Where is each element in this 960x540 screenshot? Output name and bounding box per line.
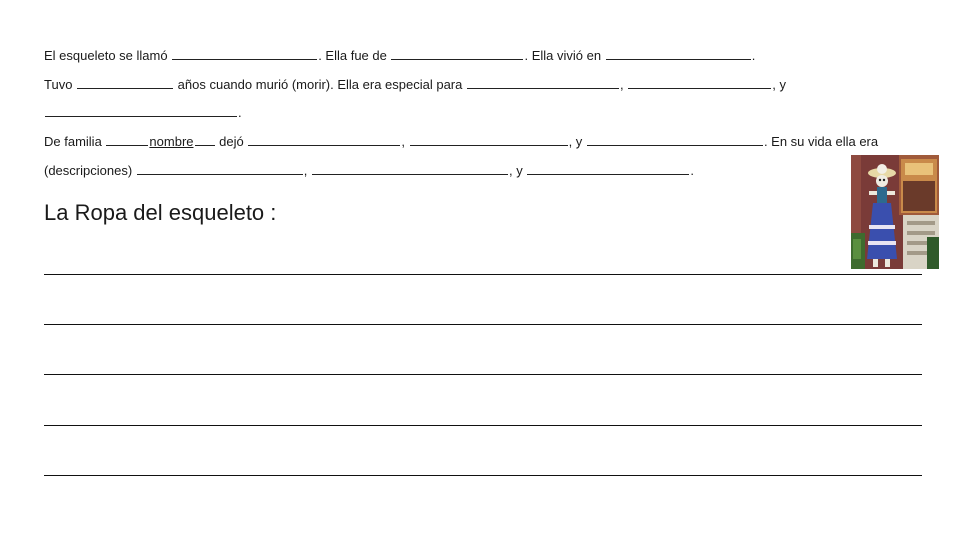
text-segment: dejó	[219, 134, 244, 149]
skeleton-catrina-photo	[851, 155, 939, 269]
answer-line-4[interactable]	[44, 425, 922, 426]
blank-residence[interactable]	[606, 47, 751, 60]
text-segment: ,	[303, 163, 308, 178]
sentence-continuation	[44, 104, 242, 121]
blank-left-1[interactable]	[248, 133, 400, 146]
text-segment: , y	[509, 163, 523, 178]
answer-line-5[interactable]	[44, 475, 922, 476]
text-segment: .	[238, 105, 242, 120]
blank-left-2[interactable]	[410, 133, 568, 146]
blank-age[interactable]	[77, 76, 173, 89]
sentence-descriptions	[44, 162, 694, 179]
text-segment: años cuando murió (morir). Ella era especial para	[177, 77, 463, 92]
sentence-family	[44, 133, 878, 150]
blank-left-3[interactable]	[587, 133, 763, 146]
blank-special-3[interactable]	[45, 104, 237, 117]
text-segment: . En su vida ella era	[763, 134, 879, 149]
text-segment: ,	[401, 134, 405, 149]
blank-description-1[interactable]	[137, 162, 303, 175]
blank-description-2[interactable]	[312, 162, 508, 175]
skeleton-photo-graphic	[851, 155, 939, 269]
text-segment: . Ella fue de	[318, 48, 387, 63]
blank-description-3[interactable]	[527, 162, 689, 175]
text-segment: , y	[568, 134, 583, 149]
sentence-age-special	[44, 76, 786, 93]
blank-special-2[interactable]	[628, 76, 771, 89]
text-segment: El esqueleto se llamó	[44, 48, 168, 63]
blank-skeleton-name[interactable]	[172, 47, 317, 60]
blank-origin[interactable]	[391, 47, 523, 60]
text-segment: .	[751, 48, 756, 63]
family-name-word: nombre	[149, 134, 194, 149]
text-segment: ,	[619, 77, 624, 92]
text-segment: , y	[772, 77, 786, 92]
answer-line-1[interactable]	[44, 274, 922, 275]
text-segment: .	[690, 163, 695, 178]
blank-family-pre[interactable]	[106, 133, 148, 146]
blank-special-1[interactable]	[467, 76, 619, 89]
section-heading: La Ropa del esqueleto :	[44, 200, 277, 225]
text-segment: De familia	[44, 134, 102, 149]
sentence-name-origin	[44, 47, 755, 64]
answer-line-2[interactable]	[44, 324, 922, 325]
text-segment: (descripciones)	[44, 163, 133, 178]
answer-line-3[interactable]	[44, 374, 922, 375]
text-segment: . Ella vivió en	[524, 48, 602, 63]
text-segment: Tuvo	[44, 77, 73, 92]
blank-family-post[interactable]	[195, 133, 215, 146]
